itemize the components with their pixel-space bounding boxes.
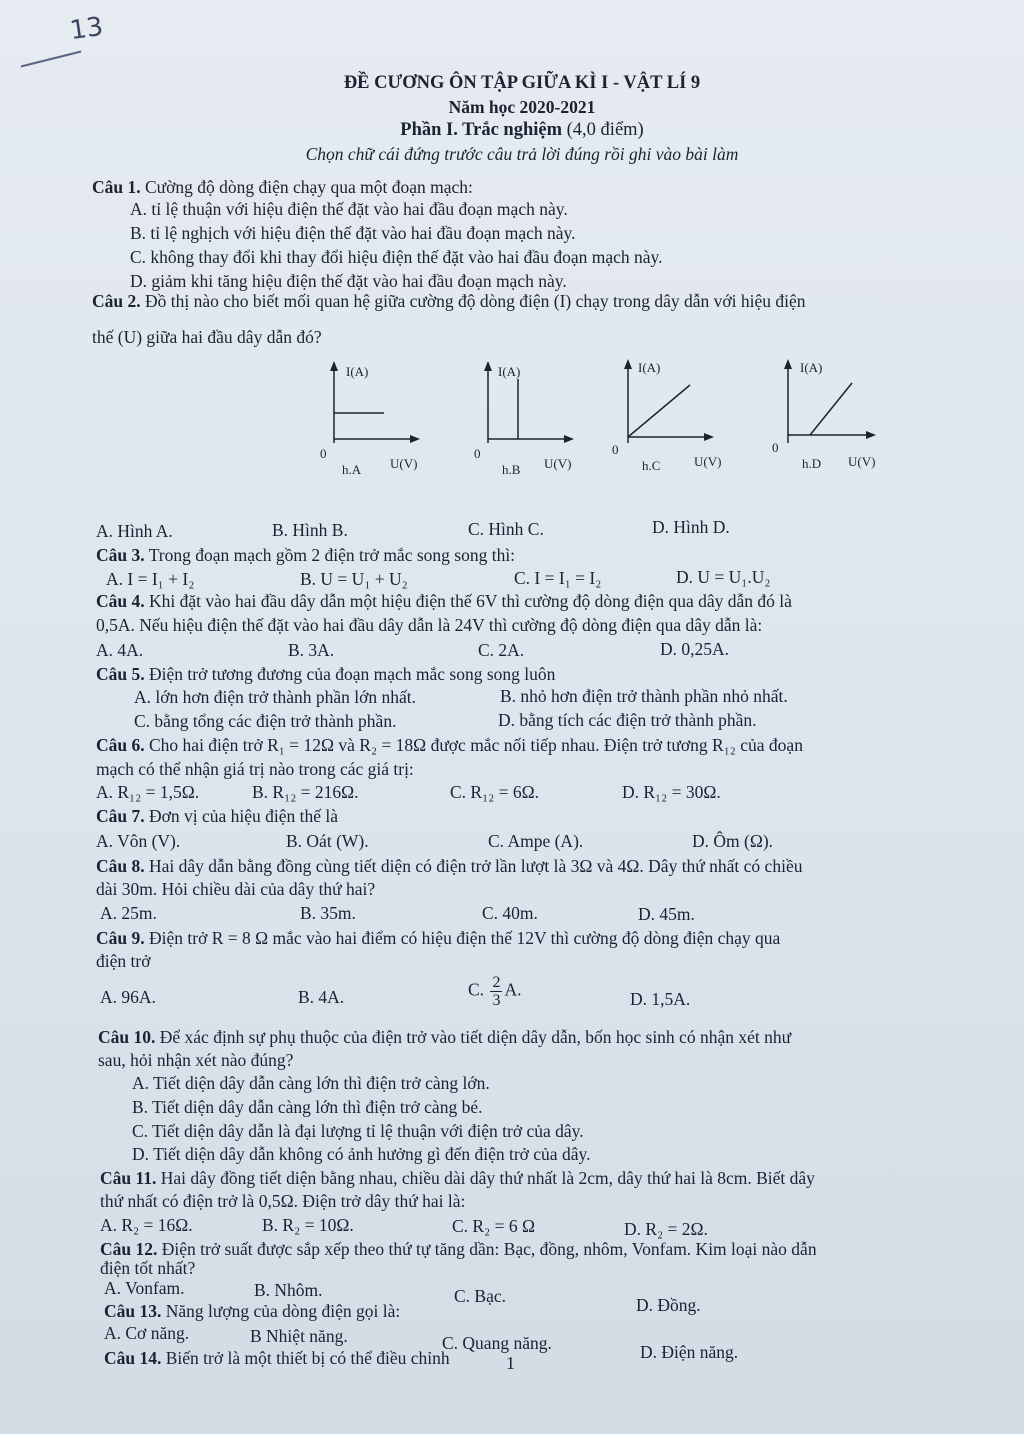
section-name: Phần I. Trắc nghiệm bbox=[400, 120, 563, 140]
q2-option-d: D. Hình D. bbox=[652, 517, 730, 537]
question-label: Câu 13. bbox=[104, 1301, 162, 1321]
question-3 bbox=[96, 544, 515, 566]
q11-option-c: C. R₂ = 6 Ω bbox=[452, 1216, 535, 1236]
question-label: Câu 6. bbox=[96, 735, 145, 755]
question-text: Khi đặt vào hai đầu dây dẫn một hiệu điện thế 6V thì cường độ dòng điện qua dây dẫn đó là bbox=[149, 591, 792, 611]
handwritten-note: 13 bbox=[68, 11, 106, 47]
q7-option-a: A. Vôn (V). bbox=[96, 831, 181, 851]
fraction-numerator: 2 bbox=[492, 974, 501, 991]
question-text: Điện trở suất được sắp xếp theo thứ tự tăng dần: Bạc, đồng, nhôm, Vonfam. Kim loại nào dẫn bbox=[161, 1239, 817, 1259]
q4-option-d: D. 0,25A. bbox=[660, 639, 730, 659]
graph-c-origin: 0 bbox=[612, 442, 619, 457]
graph-c-xlabel: U(V) bbox=[694, 454, 722, 469]
question-8-cont: dài 30m. Hỏi chiều dài của dây thứ hai? bbox=[96, 879, 376, 899]
question-4 bbox=[96, 590, 792, 612]
graph-d bbox=[772, 355, 882, 475]
section-points: (4,0 điểm) bbox=[566, 120, 644, 140]
graph-a-axes bbox=[318, 355, 428, 445]
q8-option-d: D. 45m. bbox=[638, 904, 695, 924]
q1-option-b: B. tỉ lệ nghịch với hiệu điện thế đặt vào hai đầu đoạn mạch này. bbox=[130, 223, 576, 243]
question-13 bbox=[104, 1300, 400, 1322]
document-title: ĐỀ CƯƠNG ÔN TẬP GIỮA KÌ I - VẬT LÍ 9 bbox=[343, 73, 701, 93]
graph-d-name: h.D bbox=[802, 456, 822, 471]
q10-option-b: B. Tiết diện dây dẫn càng lớn thì điện trở càng bé. bbox=[132, 1097, 483, 1117]
graph-a-ylabel: I(A) bbox=[346, 364, 369, 379]
graph-b-ylabel: I(A) bbox=[498, 364, 521, 379]
q13-option-b: B Nhiệt năng. bbox=[250, 1326, 348, 1346]
q12-option-c: C. Bạc. bbox=[454, 1286, 507, 1306]
fraction-denominator: 3 bbox=[492, 992, 501, 1009]
question-text: Cường độ dòng điện chạy qua một đoạn mạch: bbox=[145, 177, 473, 197]
instruction-text: Chọn chữ cái đứng trước câu trả lời đúng rồi ghi vào bài làm bbox=[305, 144, 739, 164]
q8-option-c: C. 40m. bbox=[482, 903, 538, 923]
question-12 bbox=[100, 1238, 817, 1260]
graph-d-data-line bbox=[810, 383, 852, 435]
q6-option-c: C. R₁₂ = 6Ω. bbox=[450, 782, 540, 802]
page-number: 1 bbox=[506, 1353, 515, 1373]
graph-a-origin: 0 bbox=[320, 446, 327, 461]
q13-option-c: C. Quang năng. bbox=[442, 1333, 552, 1353]
school-year: Năm học 2020-2021 bbox=[448, 97, 596, 117]
graph-c-ylabel: I(A) bbox=[638, 360, 661, 375]
question-text: Trong đoạn mạch gồm 2 điện trở mắc song song thì: bbox=[148, 545, 516, 565]
graph-c-name: h.C bbox=[642, 458, 661, 473]
q2-option-a: A. Hình A. bbox=[96, 521, 173, 541]
question-9 bbox=[96, 927, 780, 949]
fraction bbox=[490, 974, 502, 1009]
question-text: Điện trở R = 8 Ω mắc vào hai điểm có hiệu điện thế 12V thì cường độ dòng điện chạy qua bbox=[149, 928, 781, 948]
question-1 bbox=[92, 176, 473, 198]
question-label: Câu 10. bbox=[98, 1027, 156, 1047]
handwritten-stroke bbox=[21, 51, 82, 68]
q11-option-d: D. R₂ = 2Ω. bbox=[624, 1219, 708, 1239]
question-8 bbox=[96, 855, 802, 877]
question-9-cont: điện trở bbox=[96, 951, 151, 971]
graph-d-ylabel: I(A) bbox=[800, 360, 823, 375]
graph-b-xlabel: U(V) bbox=[544, 456, 572, 471]
q4-option-a: A. 4A. bbox=[96, 640, 144, 660]
graph-d-origin: 0 bbox=[772, 440, 779, 455]
section-heading bbox=[0, 119, 1024, 141]
q7-option-b: B. Oát (W). bbox=[286, 831, 369, 851]
q13-option-d: D. Điện năng. bbox=[640, 1342, 739, 1362]
graph-d-xlabel: U(V) bbox=[848, 454, 876, 469]
question-text: Để xác định sự phụ thuộc của điện trở vào tiết diện dây dẫn, bốn học sinh có nhận xét như bbox=[159, 1027, 792, 1047]
q8-option-a: A. 25m. bbox=[100, 903, 157, 923]
q2-option-c: C. Hình C. bbox=[468, 519, 544, 539]
question-14 bbox=[104, 1347, 450, 1369]
q9-option-a: A. 96A. bbox=[100, 987, 156, 1007]
graph-c-axes bbox=[612, 355, 722, 445]
question-label: Câu 1. bbox=[92, 177, 141, 197]
question-label: Câu 4. bbox=[96, 591, 145, 611]
q11-option-a: A. R₂ = 16Ω. bbox=[100, 1215, 193, 1235]
q5-option-c: C. bằng tổng các điện trở thành phần. bbox=[134, 711, 397, 731]
question-6 bbox=[96, 734, 803, 756]
q7-option-c: C. Ampe (A). bbox=[488, 831, 584, 851]
question-text: Năng lượng của dòng điện gọi là: bbox=[165, 1301, 401, 1321]
question-2-cont: thế (U) giữa hai đầu dây dẫn đó? bbox=[92, 327, 322, 347]
question-text: Cho hai điện trở R₁ = 12Ω và R₂ = 18Ω được mắc nối tiếp nhau. Điện trở tương R₁₂ của đoạn bbox=[149, 735, 803, 755]
q11-option-b: B. R₂ = 10Ω. bbox=[262, 1215, 354, 1235]
graph-a bbox=[318, 355, 428, 475]
q7-option-d: D. Ôm (Ω). bbox=[692, 831, 774, 851]
q9-option-d: D. 1,5A. bbox=[630, 989, 691, 1009]
question-label: Câu 2. bbox=[92, 291, 141, 311]
graph-c-data-line bbox=[628, 385, 690, 437]
question-10 bbox=[98, 1026, 791, 1048]
q6-option-a: A. R₁₂ = 1,5Ω. bbox=[96, 782, 200, 802]
question-text: Điện trở tương đương của đoạn mạch mắc song song luôn bbox=[149, 664, 556, 684]
question-text: Đơn vị của hiệu điện thế là bbox=[149, 806, 339, 826]
question-text: Đồ thị nào cho biết mối quan hệ giữa cường độ dòng điện (I) chạy trong dây dẫn với hiệu điện bbox=[145, 291, 806, 311]
q6-option-b: B. R₁₂ = 216Ω. bbox=[252, 782, 359, 802]
q5-option-b: B. nhỏ hơn điện trở thành phần nhỏ nhất. bbox=[500, 686, 788, 706]
graph-a-name: h.A bbox=[342, 462, 362, 477]
question-label: Câu 14. bbox=[104, 1348, 162, 1368]
question-text: Biến trở là một thiết bị có thể điều chỉnh bbox=[165, 1348, 450, 1368]
graph-b-axes bbox=[472, 355, 582, 445]
question-label: Câu 7. bbox=[96, 806, 145, 826]
q12-option-b: B. Nhôm. bbox=[254, 1280, 323, 1300]
question-text: Hai dây dẫn bằng đồng cùng tiết diện có điện trở lần lượt là 3Ω và 4Ω. Dây thứ nhất có chiều bbox=[149, 856, 803, 876]
q5-option-a: A. lớn hơn điện trở thành phần lớn nhất. bbox=[134, 687, 416, 707]
question-label: Câu 3. bbox=[96, 545, 145, 565]
q8-option-b: B. 35m. bbox=[300, 903, 356, 923]
q1-option-c: C. không thay đổi khi thay đổi hiệu điện thế đặt vào hai đầu đoạn mạch này. bbox=[130, 247, 663, 267]
q3-option-c: C. I = I₁ = I₂ bbox=[514, 568, 602, 588]
question-label: Câu 9. bbox=[96, 928, 145, 948]
q1-option-a: A. tỉ lệ thuận với hiệu điện thế đặt vào hai đầu đoạn mạch này. bbox=[130, 199, 568, 219]
q5-option-d: D. bằng tích các điện trở thành phần. bbox=[498, 710, 757, 730]
question-2 bbox=[92, 290, 806, 312]
graph-b-origin: 0 bbox=[474, 446, 481, 461]
graph-c bbox=[612, 355, 722, 475]
q3-option-d: D. U = U₁.U₂ bbox=[676, 567, 771, 587]
question-10-cont: sau, hỏi nhận xét nào đúng? bbox=[98, 1050, 294, 1070]
q10-option-d: D. Tiết diện dây dẫn không có ảnh hưởng gì đến điện trở của dây. bbox=[132, 1144, 591, 1164]
q13-option-a: A. Cơ năng. bbox=[104, 1323, 190, 1343]
question-4-cont: 0,5A. Nếu hiệu điện thế đặt vào hai đầu dây dẫn là 24V thì cường độ dòng điện qua dây dẫn là: bbox=[96, 615, 763, 635]
question-7 bbox=[96, 805, 338, 827]
question-5 bbox=[96, 663, 555, 685]
q10-option-c: C. Tiết diện dây dẫn là đại lượng tỉ lệ thuận với điện trở của dây. bbox=[132, 1121, 584, 1141]
q4-option-b: B. 3A. bbox=[288, 640, 335, 660]
q6-option-d: D. R₁₂ = 30Ω. bbox=[622, 782, 721, 802]
fraction-unit: A. bbox=[504, 979, 522, 1000]
q9-option-c bbox=[468, 974, 521, 1009]
q12-option-d: D. Đồng. bbox=[636, 1295, 701, 1315]
graph-a-xlabel: U(V) bbox=[390, 456, 418, 471]
question-label: Câu 5. bbox=[96, 664, 145, 684]
graph-b-name: h.B bbox=[502, 462, 521, 477]
question-text: Hai dây đồng tiết diện bằng nhau, chiều dài dây thứ nhất là 2cm, dây thứ hai là 8cm. Biết dây bbox=[160, 1168, 815, 1188]
q10-option-a: A. Tiết diện dây dẫn càng lớn thì điện trở càng lớn. bbox=[132, 1073, 490, 1093]
question-11 bbox=[100, 1167, 815, 1189]
question-6-cont: mạch có thể nhận giá trị nào trong các giá trị: bbox=[96, 759, 414, 779]
q4-option-c: C. 2A. bbox=[478, 640, 525, 660]
q12-option-a: A. Vonfam. bbox=[104, 1278, 185, 1298]
question-11-cont: thứ nhất có điện trở là 0,5Ω. Điện trở dây thứ hai là: bbox=[100, 1191, 466, 1211]
q9-option-c-letter: C. bbox=[468, 979, 485, 1000]
question-label: Câu 12. bbox=[100, 1239, 158, 1259]
q2-option-b: B. Hình B. bbox=[272, 520, 348, 540]
q9-option-b: B. 4A. bbox=[298, 987, 345, 1007]
q3-option-a: A. I = I₁ + I₂ bbox=[106, 569, 195, 589]
q3-option-b: B. U = U₁ + U₂ bbox=[300, 569, 408, 589]
graph-b bbox=[472, 355, 582, 475]
question-12-cont: điện tốt nhất? bbox=[100, 1258, 196, 1278]
graph-d-axes bbox=[772, 355, 882, 445]
question-label: Câu 11. bbox=[100, 1168, 157, 1188]
question-label: Câu 8. bbox=[96, 856, 145, 876]
q1-option-d: D. giảm khi tăng hiệu điện thế đặt vào hai đầu đoạn mạch này. bbox=[130, 271, 567, 291]
